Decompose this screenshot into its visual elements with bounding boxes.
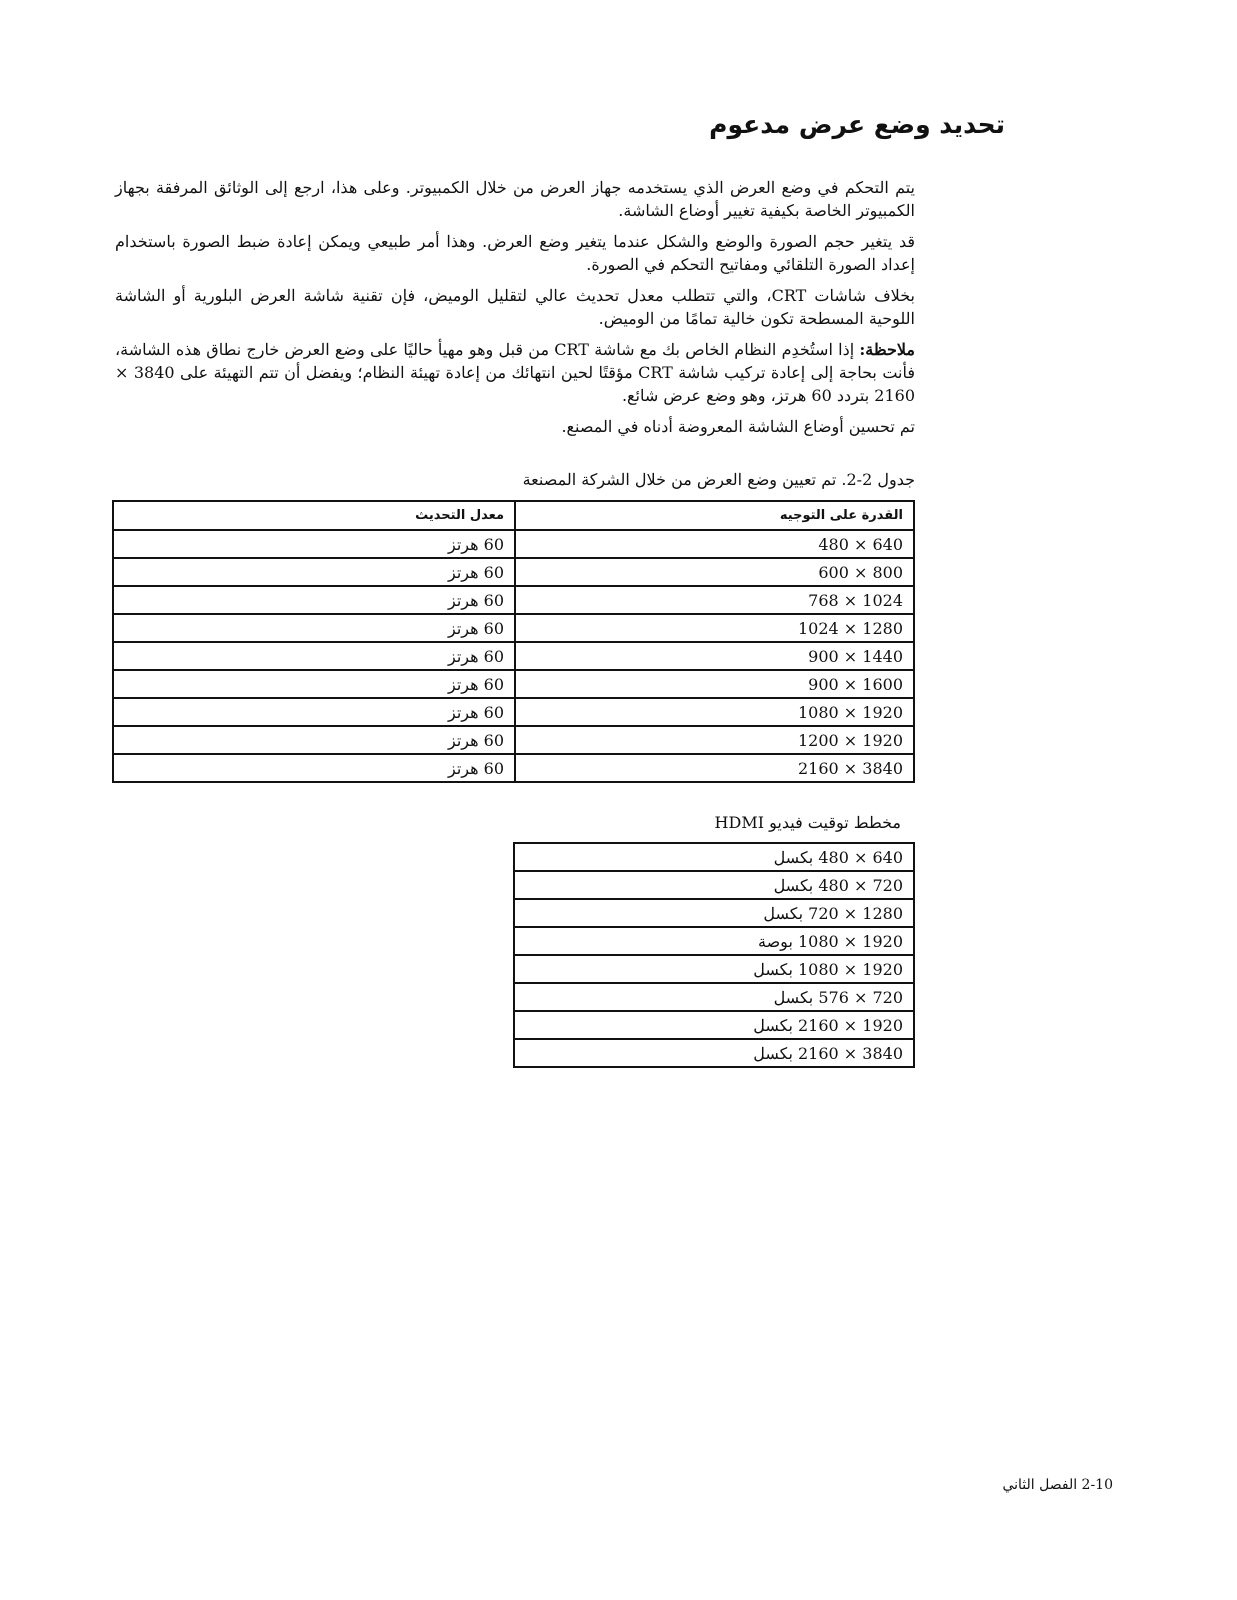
column-header-addressability: القدرة على التوجيه — [515, 501, 914, 530]
hdmi-timing-cell: 1280 × 720 بكسل — [514, 899, 914, 927]
table-row — [514, 871, 914, 899]
table-row — [113, 726, 914, 754]
display-modes-table — [112, 500, 915, 783]
resolution-cell: 3840 × 2160 — [515, 754, 914, 782]
refresh-rate-cell: 60 هرتز — [113, 754, 515, 782]
table-header-row — [113, 501, 914, 530]
refresh-rate-cell: 60 هرتز — [113, 670, 515, 698]
table-row — [113, 614, 914, 642]
table-row — [113, 586, 914, 614]
resolution-cell: 1280 × 1024 — [515, 614, 914, 642]
table-row — [514, 899, 914, 927]
hdmi-timing-cell: 1920 × 2160 بكسل — [514, 1011, 914, 1039]
table-row — [113, 698, 914, 726]
paragraph: يتم التحكم في وضع العرض الذي يستخدمه جهاز العرض من خلال الكمبيوتر. وعلى هذا، ارجع إلى الوثائق المرفقة بجهاز الكمبيوتر الخاصة بكيفية تغيير أوضاع الشاشة. — [115, 178, 915, 220]
hdmi-timing-table — [513, 842, 915, 1068]
table-row — [514, 983, 914, 1011]
hdmi-timing-cell: 720 × 576 بكسل — [514, 983, 914, 1011]
note-text: إذا استُخدِم النظام الخاص بك مع شاشة CRT من قبل وهو مهيأ حاليًا على وضع العرض خارج نطاق هذه الشاشة، فأنت بحاجة إلى إعادة تركيب شاشة CRT مؤقتًا لحين انتهائك من إعادة تهيئة النظام؛ ويفضل أن تتم التهيئة على 3840 × 2160 بتردد 60 هرتز، وهو وضع عرض شائع. — [115, 340, 916, 405]
note-paragraph — [115, 338, 915, 407]
refresh-rate-cell: 60 هرتز — [113, 530, 515, 558]
table-row — [113, 754, 914, 782]
table-row — [514, 1039, 914, 1067]
hdmi-timing-cell: 640 × 480 بكسل — [514, 843, 914, 871]
hdmi-timing-cell: 1920 × 1080 بوصة — [514, 927, 914, 955]
page-footer: 2-10 الفصل الثاني — [1002, 1477, 1113, 1493]
table-row — [514, 927, 914, 955]
table-row — [113, 642, 914, 670]
table-caption: جدول 2-2. تم تعيين وضع العرض من خلال الشركة المصنعة — [522, 470, 915, 489]
resolution-cell: 1600 × 900 — [515, 670, 914, 698]
note-label: ملاحظة: — [859, 340, 915, 359]
table-row — [113, 670, 914, 698]
refresh-rate-cell: 60 هرتز — [113, 726, 515, 754]
refresh-rate-cell: 60 هرتز — [113, 558, 515, 586]
resolution-cell: 1920 × 1080 — [515, 698, 914, 726]
table-row — [514, 843, 914, 871]
column-header-refresh-rate: معدل التحديث — [113, 501, 515, 530]
hdmi-timing-cell: 1920 × 1080 بكسل — [514, 955, 914, 983]
hdmi-timing-cell: 3840 × 2160 بكسل — [514, 1039, 914, 1067]
resolution-cell: 1920 × 1200 — [515, 726, 914, 754]
paragraph: بخلاف شاشات CRT، والتي تتطلب معدل تحديث عالي لتقليل الوميض، فإن تقنية شاشة العرض البلورية أو الشاشة اللوحية المسطحة تكون خالية تمامًا من الوميض. — [115, 286, 915, 328]
paragraph: قد يتغير حجم الصورة والوضع والشكل عندما يتغير وضع العرض. وهذا أمر طبيعي ويمكن إعادة ضبط الصورة باستخدام إعداد الصورة التلقائي ومفاتيح التحكم في الصورة. — [115, 232, 915, 274]
resolution-cell: 640 × 480 — [515, 530, 914, 558]
body-text — [115, 176, 915, 446]
table-row — [514, 955, 914, 983]
refresh-rate-cell: 60 هرتز — [113, 642, 515, 670]
resolution-cell: 800 × 600 — [515, 558, 914, 586]
hdmi-timing-cell: 720 × 480 بكسل — [514, 871, 914, 899]
refresh-rate-cell: 60 هرتز — [113, 614, 515, 642]
closing-paragraph: تم تحسين أوضاع الشاشة المعروضة أدناه في المصنع. — [561, 417, 915, 436]
table-row — [113, 530, 914, 558]
table-row — [514, 1011, 914, 1039]
refresh-rate-cell: 60 هرتز — [113, 698, 515, 726]
table-row — [113, 558, 914, 586]
refresh-rate-cell: 60 هرتز — [113, 586, 515, 614]
resolution-cell: 1440 × 900 — [515, 642, 914, 670]
page-title: تحديد وضع عرض مدعوم — [709, 110, 1005, 139]
resolution-cell: 1024 × 768 — [515, 586, 914, 614]
hdmi-timing-title: مخطط توقيت فيديو HDMI — [714, 813, 901, 832]
